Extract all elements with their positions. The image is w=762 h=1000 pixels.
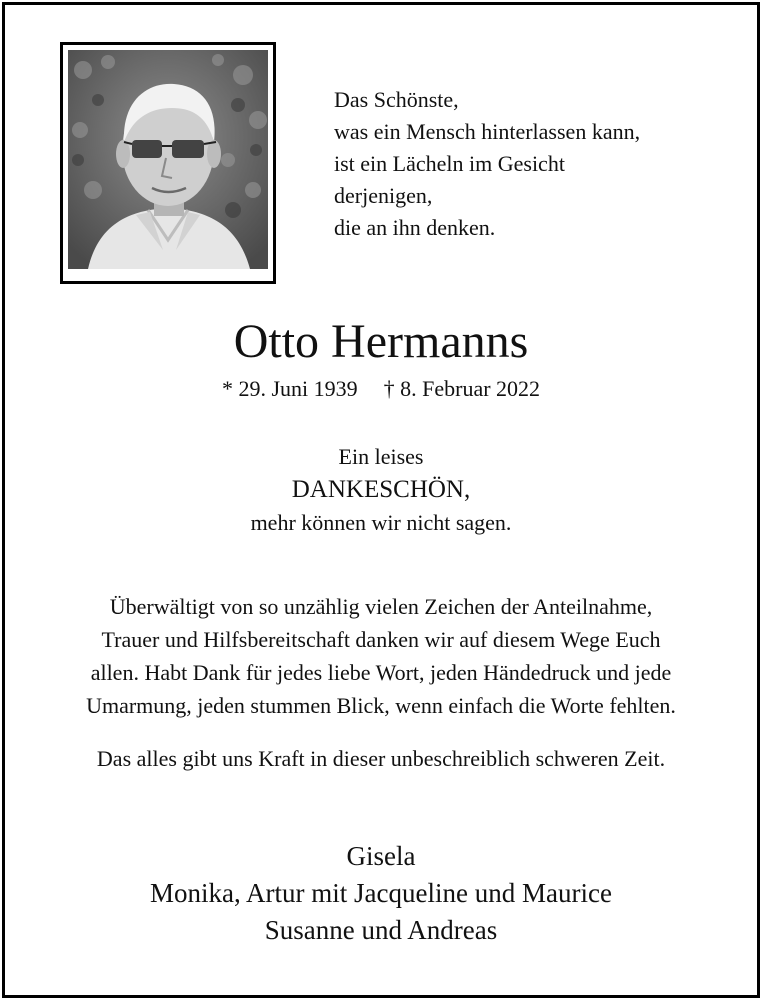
paragraph-line: Umarmung, jeden stummen Blick, wenn einfach die Worte fehlten. xyxy=(86,693,676,718)
paragraph-line: Überwältigt von so unzählig vielen Zeichen der Anteilnahme, xyxy=(109,594,653,619)
photo-frame xyxy=(60,42,276,284)
life-dates xyxy=(0,375,762,403)
memorial-quote xyxy=(334,84,734,244)
quote-line: Das Schönste, xyxy=(334,87,459,112)
paragraph-line: allen. Habt Dank für jedes liebe Wort, jeden Händedruck und jede xyxy=(90,660,672,685)
thanks-line: mehr können wir nicht sagen. xyxy=(250,510,512,535)
portrait-photo xyxy=(68,50,268,269)
gratitude-paragraph xyxy=(0,590,762,722)
family-signature xyxy=(0,838,762,949)
family-line: Gisela xyxy=(346,841,416,871)
death-date: † 8. Februar 2022 xyxy=(383,376,541,401)
thanks-block xyxy=(0,440,762,539)
family-line: Susanne und Andreas xyxy=(264,915,498,945)
quote-line: ist ein Lächeln im Gesicht xyxy=(334,151,565,176)
deceased-name: Otto Hermanns xyxy=(233,315,529,368)
closing-sentence: Das alles gibt uns Kraft in dieser unbeschreiblich schweren Zeit. xyxy=(96,746,666,771)
thanks-headline: DANKESCHÖN, xyxy=(291,476,471,503)
family-line: Monika, Artur mit Jacqueline und Maurice xyxy=(150,878,612,908)
thanks-line: Ein leises xyxy=(338,444,424,469)
paragraph-line: Trauer und Hilfsbereitschaft danken wir auf diesem Wege Euch xyxy=(101,627,661,652)
birth-date: * 29. Juni 1939 xyxy=(221,376,358,401)
portrait-illustration xyxy=(68,50,268,269)
quote-line: was ein Mensch hinterlassen kann, xyxy=(334,119,641,144)
quote-line: die an ihn denken. xyxy=(334,215,496,240)
quote-line: derjenigen, xyxy=(334,183,433,208)
